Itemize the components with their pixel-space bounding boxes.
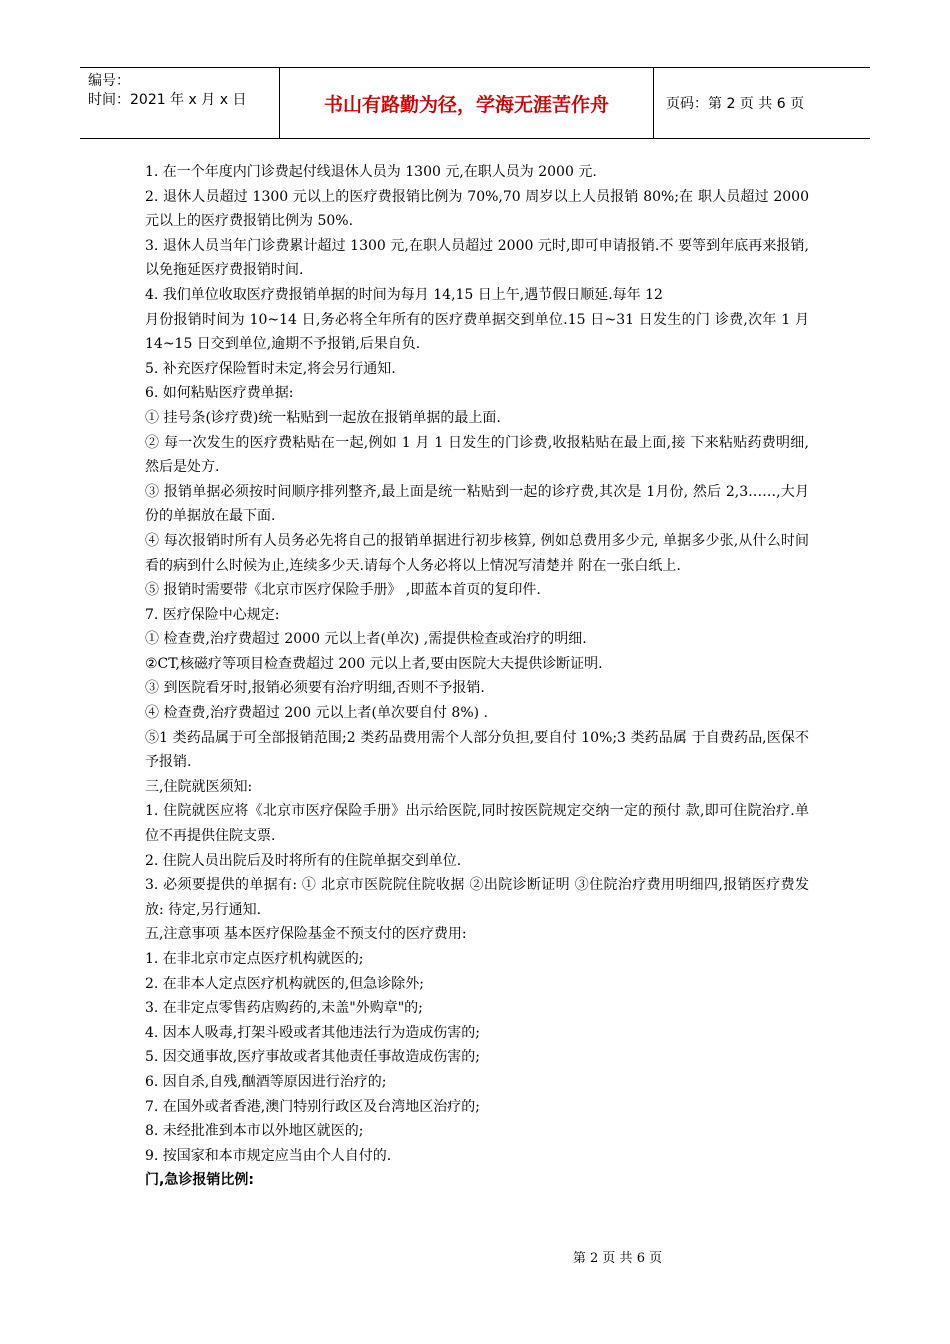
- paragraph: ① 检查费,治疗费超过 2000 元以上者(单次) ,需提供检查或治疗的明细.: [145, 631, 587, 648]
- paragraph: ⑤ 报销时需要带《北京市医疗保险手册》 ,即蓝本首页的复印件.: [145, 582, 541, 599]
- paragraph: 三,住院就医须知:: [145, 778, 253, 795]
- paragraph: 3. 在非定点零售药店购药的,未盖"外购章"的;: [145, 1000, 423, 1017]
- paragraph: ③ 报销单据必须按时间顺序排列整齐,最上面是统一粘贴到一起的诊疗费,其次是 1月份, 然后 2,3……,大月份的单据放在最下面.: [145, 483, 809, 525]
- paragraph: 4. 因本人吸毒,打架斗殴或者其他违法行为造成伤害的;: [145, 1024, 480, 1041]
- section-heading: 门,急诊报销比例:: [145, 1172, 254, 1189]
- doc-number: 编号：: [88, 73, 130, 89]
- paragraph: 五,注意事项 基本医疗保险基金不预支付的医疗费用:: [145, 926, 467, 943]
- paragraph: 2. 在非本人定点医疗机构就医的,但急诊除外;: [145, 975, 424, 992]
- paragraph: 月份报销时间为 10~14 日,务必将全年所有的医疗费单据交到单位.15 日~31 日发生的门 诊费,次年 1 月 14~15 日交到单位,逾期不予报销,后果自负.: [145, 311, 809, 353]
- paragraph: 1. 住院就医应将《北京市医疗保险手册》出示给医院,同时按医院规定交纳一定的预付 款,即可住院治疗.单位不再提供住院支票.: [145, 803, 809, 845]
- paragraph: 3. 必须要提供的单据有: ① 北京市医院院住院收据 ②出院诊断证明 ③住院治疗费用明细四,报销医疗费发放: 待定,另行通知.: [145, 877, 809, 918]
- header-motto: 书山有路勤为径，学海无涯苦作舟: [280, 68, 654, 138]
- paragraph: 5. 补充医疗保险暂时未定,将会另行通知.: [145, 360, 396, 377]
- paragraph: ① 挂号条(诊疗费)统一粘贴到一起放在报销单据的最上面.: [145, 409, 501, 426]
- paragraph: 4. 我们单位收取医疗费报销单据的时间为每月 14,15 日上午,遇节假日顺延.每年 12: [145, 286, 663, 303]
- paragraph: 8. 未经批准到本市以外地区就医的;: [145, 1123, 364, 1140]
- paragraph: 7. 医疗保险中心规定:: [145, 606, 280, 623]
- paragraph: 2. 退休人员超过 1300 元以上的医疗费报销比例为 70%,70 周岁以上人员报销 80%;在 职人员超过 2000 元以上的医疗费报销比例为 50%.: [145, 188, 809, 230]
- paragraph: ③ 到医院看牙时,报销必须要有治疗明细,否则不予报销.: [145, 680, 485, 697]
- paragraph: 1. 在非北京市定点医疗机构就医的;: [145, 951, 364, 967]
- page-footer: 第 2 页 共 6 页: [572, 1251, 663, 1266]
- paragraph: ④ 每次报销时所有人员务必先将自己的报销单据进行初步核算, 例如总费用多少元, 单据多少张,从什么时间看的病到什么时候为止,连续多少天.请每个人务必将以上情况写清楚并 附在一张白纸上.: [145, 532, 809, 574]
- paragraph: ④ 检查费,治疗费超过 200 元以上者(单次要自付 8%) .: [145, 705, 489, 722]
- paragraph: 7. 在国外或者香港,澳门特别行政区及台湾地区治疗的;: [145, 1098, 480, 1115]
- paragraph: ②CT,核磁疗等项目检查费超过 200 元以上者,要由医院大夫提供诊断证明.: [145, 655, 603, 672]
- header-table: [80, 67, 870, 139]
- doc-date: 时间：2021 年 x 月 x 日: [88, 92, 247, 108]
- paragraph: 2. 住院人员出院后及时将所有的住院单据交到单位.: [145, 852, 462, 869]
- paragraph: 1. 在一个年度内门诊费起付线退休人员为 1300 元,在职人员为 2000 元.: [145, 164, 597, 180]
- paragraph: 6. 如何粘贴医疗费单据:: [145, 385, 294, 402]
- paragraph: 5. 因交通事故,医疗事故或者其他责任事故造成伤害的;: [145, 1049, 480, 1066]
- document-body: [145, 160, 809, 1193]
- paragraph: ⑤1 类药品属于可全部报销范围;2 类药品费用需个人部分负担,要自付 10%;3 类药品属 于自费药品,医保不予报销.: [145, 729, 809, 771]
- header-meta: [80, 68, 280, 138]
- paragraph: 9. 按国家和本市规定应当由个人自付的.: [145, 1147, 392, 1164]
- paragraph: ② 每一次发生的医疗费粘贴在一起,例如 1 月 1 日发生的门诊费,收报粘贴在最上面,接 下来粘贴药费明细,然后是处方.: [145, 434, 809, 476]
- header-page-number: 页码：第 2 页 共 6 页: [666, 96, 805, 112]
- paragraph: 3. 退休人员当年门诊费累计超过 1300 元,在职人员超过 2000 元时,即可申请报销.不 要等到年底再来报销,以免拖延医疗费报销时间.: [145, 237, 809, 279]
- paragraph: 6. 因自杀,自残,酗酒等原因进行治疗的;: [145, 1073, 387, 1090]
